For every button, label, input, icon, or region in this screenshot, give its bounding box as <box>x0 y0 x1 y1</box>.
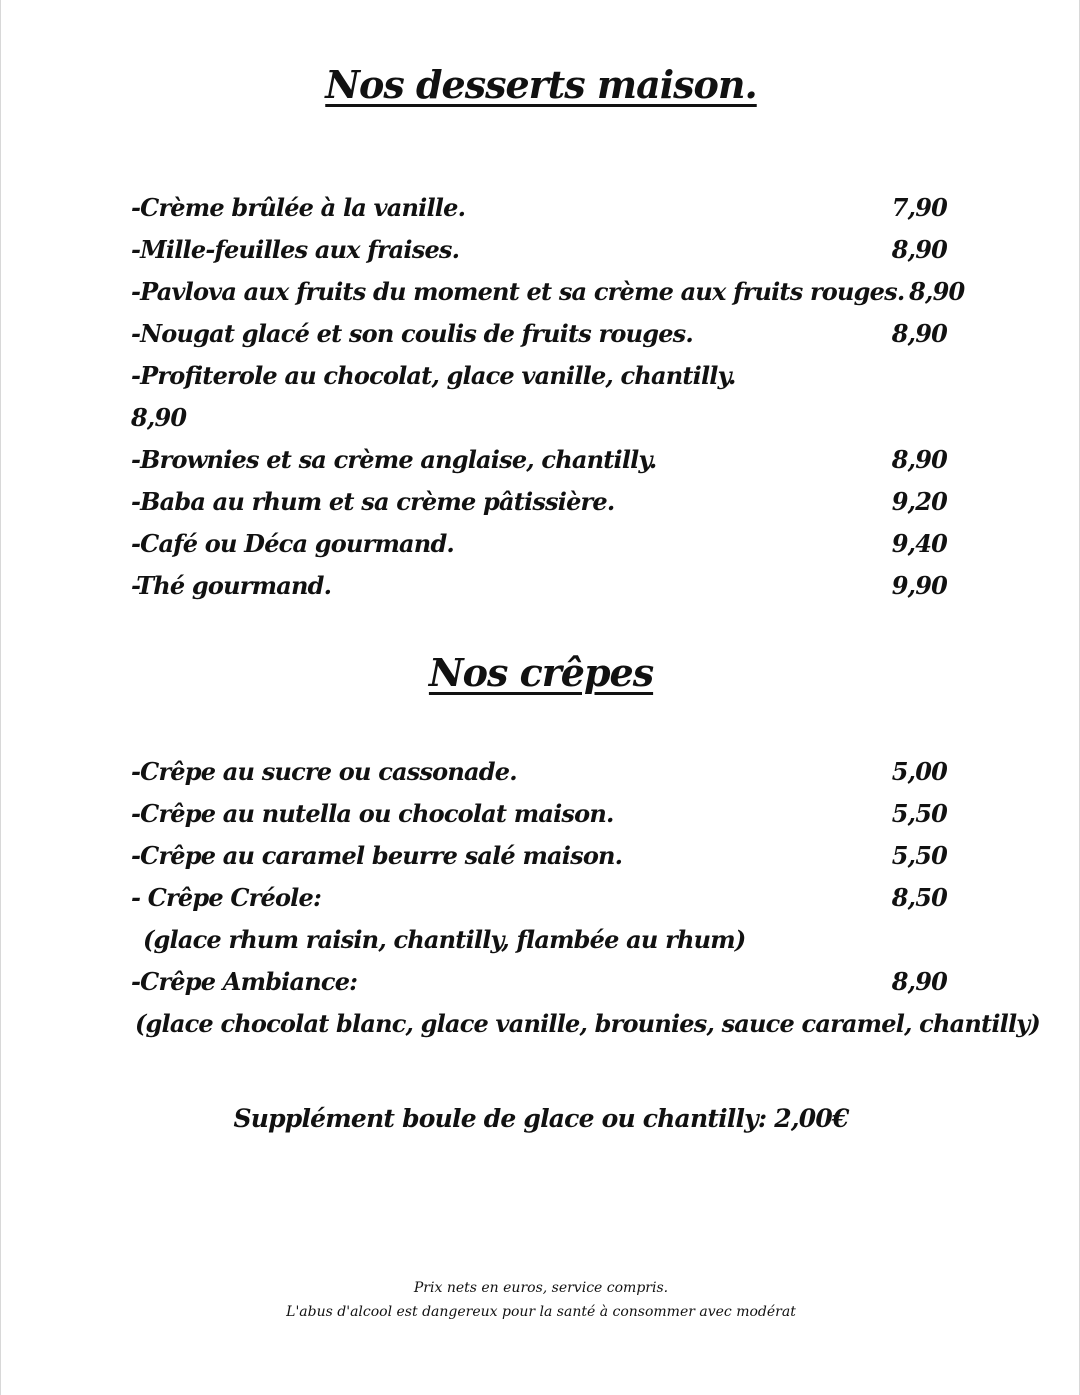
item-price: 5,50 <box>891 841 947 870</box>
item-name: -Crêpe au nutella ou chocolat maison. <box>131 799 614 828</box>
item-name: - Crêpe Créole: <box>131 883 322 912</box>
supplement-note: Supplément boule de glace ou chantilly: 2,00€ <box>233 1104 849 1133</box>
menu-item <box>131 565 947 607</box>
item-price: 8,90 <box>891 967 947 996</box>
crepes-list <box>131 751 1040 1045</box>
menu-item <box>131 229 947 271</box>
item-price: 8,90 <box>891 235 947 264</box>
item-price: 7,90 <box>891 193 947 222</box>
menu-item <box>131 877 947 919</box>
menu-item <box>131 355 947 397</box>
menu-item <box>131 271 965 313</box>
item-name: -Mille-feuilles aux fraises. <box>131 235 460 264</box>
menu-item <box>131 439 947 481</box>
item-name: -Thé gourmand. <box>131 571 332 600</box>
menu-item <box>131 961 947 1003</box>
item-name: -Baba au rhum et sa crème pâtissière. <box>131 487 615 516</box>
menu-item <box>131 481 947 523</box>
item-name: -Crème brûlée à la vanille. <box>131 193 466 222</box>
menu-item <box>131 793 947 835</box>
profiterole-price: 8,90 <box>131 403 187 432</box>
footer-line: L'abus d'alcool est dangereux pour la santé à consommer avec modérat <box>286 1304 796 1320</box>
crepes-title: Nos crêpes <box>428 650 654 695</box>
item-name: -Café ou Déca gourmand. <box>131 529 454 558</box>
item-description: (glace chocolat blanc, glace vanille, brounies, sauce caramel, chantilly) <box>135 1009 1040 1038</box>
item-name: -Brownies et sa crème anglaise, chantilly. <box>131 445 657 474</box>
item-name: -Profiterole au chocolat, glace vanille, chantilly. <box>131 361 736 390</box>
menu-item <box>131 835 947 877</box>
item-name: -Crêpe Ambiance: <box>131 967 358 996</box>
item-name: -Nougat glacé et son coulis de fruits rouges. <box>131 319 693 348</box>
item-price: 5,00 <box>891 757 947 786</box>
item-description: (glace rhum raisin, chantilly, flambée au rhum) <box>143 925 746 954</box>
desserts-title: Nos desserts maison. <box>325 62 757 107</box>
menu-item <box>131 523 947 565</box>
menu-item <box>131 187 947 229</box>
item-price: 8,90 <box>891 319 947 348</box>
item-name: -Crêpe au sucre ou cassonade. <box>131 757 517 786</box>
desserts-list <box>131 187 965 607</box>
item-price: 5,50 <box>891 799 947 828</box>
item-price: 8,90 <box>891 445 947 474</box>
menu-item <box>131 313 947 355</box>
item-price: 8,50 <box>891 883 947 912</box>
item-name: -Pavlova aux fruits du moment et sa crème aux fruits rouges. <box>131 277 905 306</box>
footer-line: Prix nets en euros, service compris. <box>413 1280 669 1296</box>
item-name: -Crêpe au caramel beurre salé maison. <box>131 841 623 870</box>
footer <box>1 1276 1080 1324</box>
item-price: 8,90 <box>909 277 965 306</box>
item-price: 9,40 <box>891 529 947 558</box>
item-price: 9,90 <box>891 571 947 600</box>
menu-item <box>131 751 947 793</box>
item-price: 9,20 <box>891 487 947 516</box>
